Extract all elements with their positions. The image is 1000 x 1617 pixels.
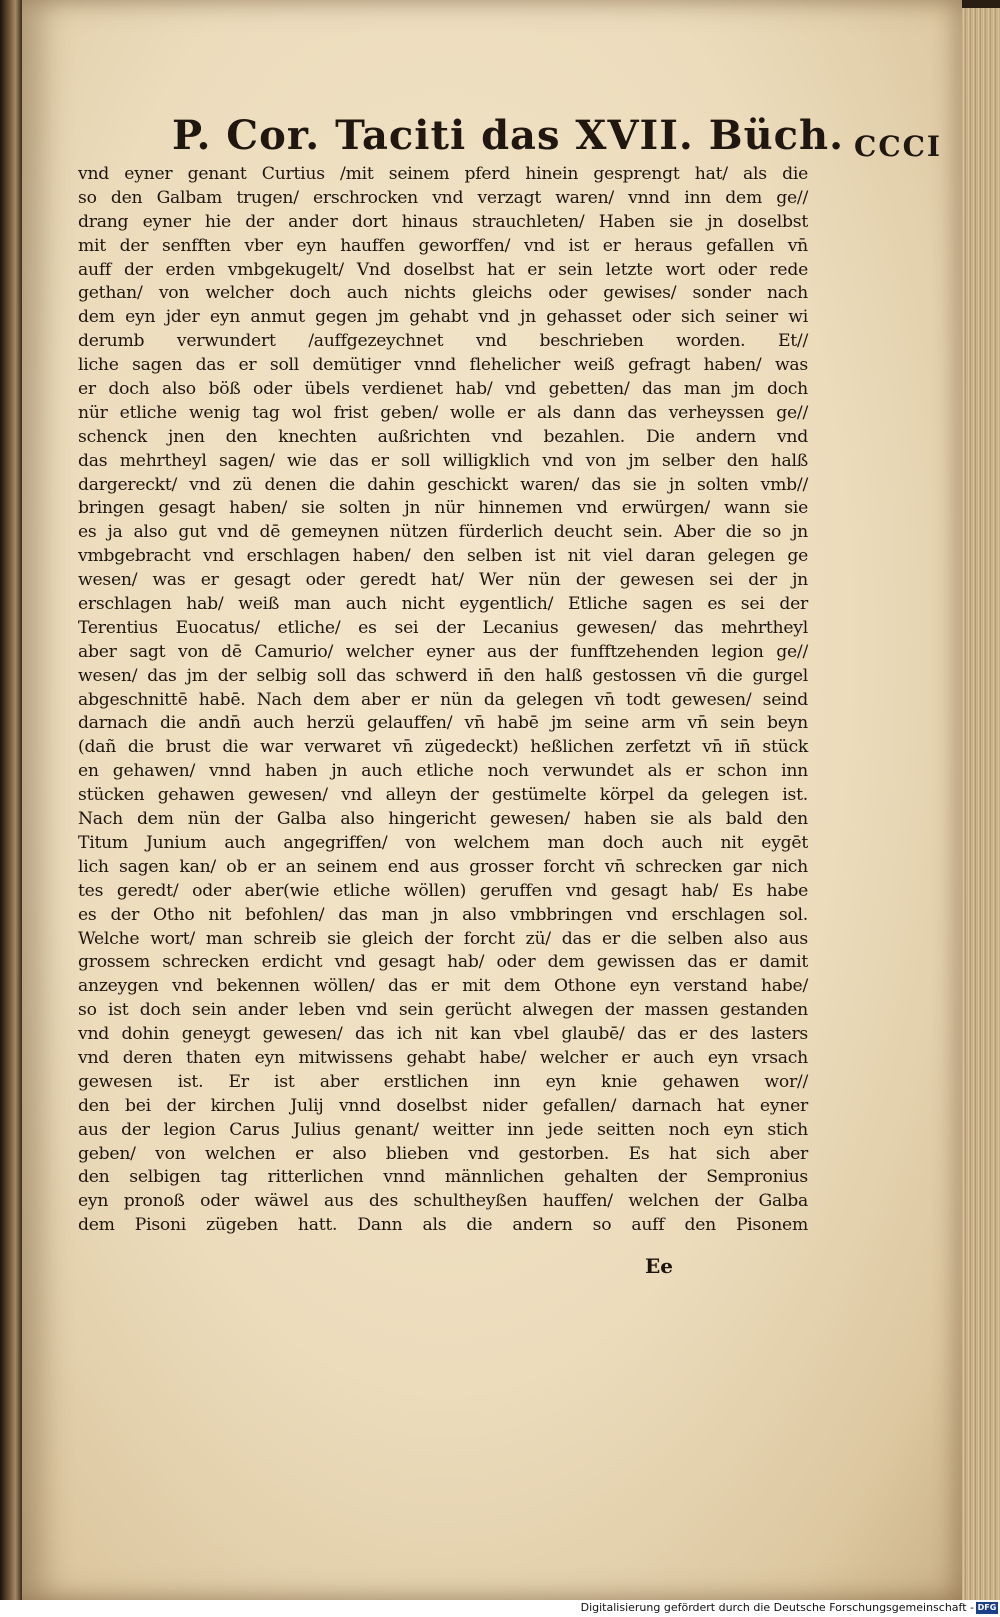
running-title: P. Cor. Taciti das XVII. Büch. — [172, 112, 845, 159]
previous-page-edge — [0, 0, 22, 1600]
text-line: liche sagen das er soll demütiger vnnd flehelicher weiß gefragt haben/ was — [78, 355, 808, 376]
text-line: drang eyner hie der ander dort hinaus strauchleten/ Haben sie jn doselbst — [78, 211, 808, 232]
text-line: abgeschnittē habē. Nach dem aber er nün da gelegen vn̄ todt gewesen/ seind — [78, 689, 808, 710]
text-line: schenck jnen den knechten außrichten vnd bezahlen. Die andern vnd — [78, 426, 808, 447]
dfg-logo: DFG — [977, 1603, 997, 1612]
text-line: gewesen ist. Er ist aber erstlichen inn eyn knie gehawen wor// — [78, 1071, 808, 1092]
text-line: geben/ von welchen er also blieben vnd gestorben. Es hat sich aber — [78, 1143, 808, 1164]
text-line: Titum Junium auch angegriffen/ von welchem man doch auch nit eygēt — [78, 832, 808, 853]
body-text — [78, 163, 808, 1238]
text-line: wesen/ was er gesagt oder geredt hat/ Wer nün der gewesen sei der jn — [78, 570, 808, 591]
text-line: er doch also böß oder übels verdienet hab/ vnd gebetten/ das man jm doch — [78, 379, 808, 400]
text-line: Nach dem nün der Galba also hingericht gewesen/ haben sie als bald den — [78, 809, 808, 830]
text-line: lich sagen kan/ ob er an seinem end aus grosser forcht vn̄ schrecken gar nich — [78, 856, 808, 877]
text-line: derumb verwundert /auffgezeychnet vnd beschrieben worden. Et// — [78, 331, 808, 352]
digitization-footer — [0, 1600, 1000, 1617]
text-line: dargereckt/ vnd zü denen die dahin geschickt waren/ das sie jn solten vmb// — [78, 474, 808, 495]
text-line: vmbgebracht vnd erschlagen haben/ den selben ist nit viel daran gelegen ge — [78, 546, 808, 567]
text-line: grossem schrecken erdicht vnd gesagt hab/ oder dem gewissen das er damit — [78, 952, 808, 973]
text-line: auff der erden vmbgekugelt/ Vnd doselbst hat er sein letzte wort oder rede — [78, 259, 808, 280]
text-line: den bei der kirchen Julij vnnd doselbst nider gefallen/ darnach hat eyner — [78, 1095, 808, 1116]
book-page-edges — [962, 8, 1000, 1600]
text-line: dem Pisoni zügeben hatt. Dann als die andern so auff den Pisonem — [78, 1215, 808, 1236]
text-line: aus der legion Carus Julius genant/ weitter inn jede seitten noch eyn stich — [78, 1119, 808, 1140]
text-line: (dañ die brust die war verwaret vn̄ zügedeckt) heßlichen zerfetzt vn̄ in̄ stück — [78, 737, 808, 758]
page-paper — [22, 0, 962, 1600]
text-line: nür etliche wenig tag wol frist geben/ wolle er als dann das verheyssen ge// — [78, 402, 808, 423]
text-line: so den Galbam trugen/ erschrocken vnd verzagt waren/ vnnd inn dem ge// — [78, 187, 808, 208]
text-line: anzeygen vnd bekennen wöllen/ das er mit dem Othone eyn verstand habe/ — [78, 976, 808, 997]
text-line: das mehrtheyl sagen/ wie das er soll willigklich vnd von jm selber den halß — [78, 450, 808, 471]
text-line: aber sagt von dē Camurio/ welcher eyner aus der funfftzehenden legion ge// — [78, 641, 808, 662]
catchword: Ee — [645, 1254, 673, 1278]
text-line: en gehawen/ vnnd haben jn auch etliche noch verwundet als er schon inn — [78, 761, 808, 782]
text-line: gethan/ von welcher doch auch nichts gleichs oder gewises/ sonder nach — [78, 283, 808, 304]
text-line: es ja also gut vnd dē gemeynen nützen fürderlich deucht sein. Aber die so jn — [78, 522, 808, 543]
funding-credit: Digitalisierung gefördert durch die Deutsche Forschungsgemeinschaft - — [580, 1601, 974, 1614]
text-line: vnd deren thaten eyn mitwissens gehabt habe/ welcher er auch eyn vrsach — [78, 1047, 808, 1068]
text-line: darnach die andn̄ auch herzü gelauffen/ vn̄ habē jm seine arm vn̄ sein beyn — [78, 713, 808, 734]
text-line: wesen/ das jm der selbig soll das schwerd in̄ den halß gestossen vn̄ die gurgel — [78, 665, 808, 686]
page-header — [172, 108, 952, 168]
text-line: so ist doch sein ander leben vnd sein gerücht alwegen der massen gestanden — [78, 1000, 808, 1021]
text-line: Terentius Euocatus/ etliche/ es sei der Lecanius gewesen/ das mehrtheyl — [78, 617, 808, 638]
text-line: es der Otho nit befohlen/ das man jn also vmbbringen vnd erschlagen sol. — [78, 904, 808, 925]
text-line: eyn pronoß oder wäwel aus des schultheyßen hauffen/ welchen der Galba — [78, 1191, 808, 1212]
text-line: den selbigen tag ritterlichen vnnd männlichen gehalten der Sempronius — [78, 1167, 808, 1188]
text-line: tes geredt/ oder aber(wie etliche wöllen) geruffen vnd gesagt hab/ Es habe — [78, 880, 808, 901]
text-line: vnd eyner genant Curtius /mit seinem pferd hinein gesprengt hat/ als die — [78, 164, 808, 184]
text-line: vnd dohin geneygt gewesen/ das ich nit kan vbel glaubē/ das er des lasters — [78, 1024, 808, 1045]
text-line: Welche wort/ man schreib sie gleich der forcht zü/ das er die selben also aus — [78, 928, 808, 949]
folio-number: CCCI — [854, 130, 942, 163]
text-line: dem eyn jder eyn anmut gegen jm gehabt vnd jn gehasset oder sich seiner wi — [78, 307, 808, 328]
text-line: mit der senfften vber eyn hauffen geworffen/ vnd ist er heraus gefallen vn̄ — [78, 235, 808, 256]
text-line: bringen gesagt haben/ sie solten jn nür hinnemen vnd erwürgen/ wann sie — [78, 498, 808, 519]
text-line: stücken gehawen gewesen/ vnd alleyn der gestümelte körpel da gelegen ist. — [78, 785, 808, 806]
text-line: erschlagen hab/ weiß man auch nicht eygentlich/ Etliche sagen es sei der — [78, 594, 808, 615]
